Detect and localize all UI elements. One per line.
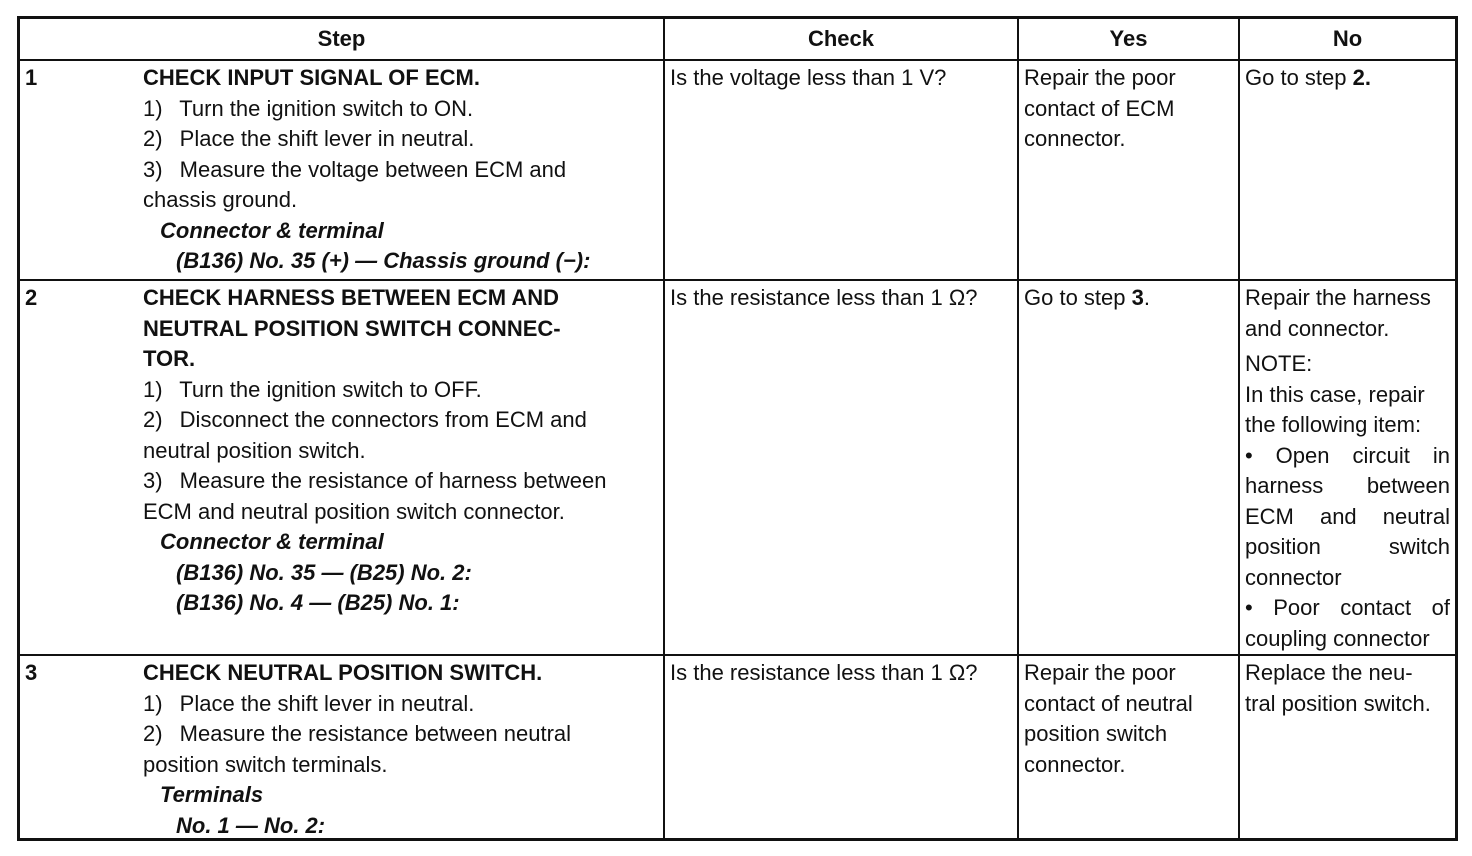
no-line: Replace the neu- bbox=[1245, 660, 1413, 685]
diagnostic-table bbox=[17, 16, 1458, 841]
step-instruction: 2) Disconnect the connectors from ECM and bbox=[143, 407, 587, 432]
step-title: NEUTRAL POSITION SWITCH CONNEC- bbox=[143, 315, 561, 341]
yes-line: Repair the poor bbox=[1024, 660, 1176, 685]
step-instruction: neutral position switch. bbox=[143, 437, 366, 463]
step-title: CHECK HARNESS BETWEEN ECM AND bbox=[143, 285, 559, 310]
no-cell bbox=[1240, 281, 1455, 654]
step-instruction: 1) Turn the ignition switch to ON. bbox=[143, 95, 474, 121]
step-number: 3 bbox=[25, 660, 38, 685]
note-line: the following item: bbox=[1245, 412, 1422, 437]
terminal-pair: No. 1 — No. 2: bbox=[176, 812, 326, 838]
yes-line: contact of ECM bbox=[1024, 95, 1175, 121]
yes-cell bbox=[1019, 656, 1240, 838]
step-title: CHECK INPUT SIGNAL OF ECM. bbox=[143, 65, 480, 90]
no-suffix: . bbox=[1364, 65, 1371, 90]
note-line: connector bbox=[1245, 564, 1342, 590]
header-check: Check bbox=[665, 19, 1019, 59]
no-step-ref: 2 bbox=[1352, 65, 1365, 90]
yes-line: connector. bbox=[1024, 126, 1126, 151]
note-line: position switch bbox=[1245, 534, 1450, 559]
note-line: • Poor contact of bbox=[1245, 595, 1450, 620]
no-line: tral position switch. bbox=[1245, 690, 1431, 716]
step-instruction: chassis ground. bbox=[143, 187, 298, 212]
terminals-heading: Terminals bbox=[160, 782, 264, 807]
step-instruction: 2) Place the shift lever in neutral. bbox=[143, 126, 475, 151]
yes-step-ref: 3 bbox=[1131, 285, 1144, 310]
note-label: NOTE: bbox=[1245, 351, 1313, 376]
step-instruction: position switch terminals. bbox=[143, 751, 388, 777]
check-cell: Is the resistance less than 1 Ω? bbox=[665, 656, 1019, 838]
header-step: Step bbox=[20, 19, 665, 59]
connector-heading: Connector & terminal bbox=[160, 217, 384, 243]
connector-terminal: (B136) No. 35 (+) — Chassis ground (−): bbox=[176, 248, 591, 273]
table-row bbox=[20, 61, 1455, 281]
step-instruction: 1) Place the shift lever in neutral. bbox=[143, 690, 475, 716]
yes-line: connector. bbox=[1024, 751, 1126, 777]
no-line: and connector. bbox=[1245, 315, 1390, 341]
step-cell bbox=[20, 281, 665, 654]
yes-prefix: Go to step bbox=[1024, 285, 1132, 310]
no-cell bbox=[1240, 61, 1455, 279]
step-instruction: 3) Measure the resistance of harness between bbox=[143, 468, 607, 493]
yes-cell bbox=[1019, 61, 1240, 279]
step-title: TOR. bbox=[143, 346, 196, 371]
step-number: 2 bbox=[25, 285, 38, 310]
yes-cell bbox=[1019, 281, 1240, 654]
no-prefix: Go to step bbox=[1245, 65, 1353, 90]
table-row bbox=[20, 281, 1455, 656]
table-row bbox=[20, 656, 1455, 838]
note-line: In this case, repair bbox=[1245, 381, 1425, 407]
step-title: CHECK NEUTRAL POSITION SWITCH. bbox=[143, 660, 543, 685]
step-cell bbox=[20, 656, 665, 838]
connector-terminal: (B136) No. 35 — (B25) No. 2: bbox=[176, 559, 472, 585]
yes-line: Repair the poor bbox=[1024, 65, 1176, 90]
yes-suffix: . bbox=[1143, 285, 1150, 310]
table-header-row bbox=[20, 19, 1455, 61]
header-no: No bbox=[1332, 26, 1363, 51]
step-cell bbox=[20, 61, 665, 279]
no-cell bbox=[1240, 656, 1455, 838]
note-line: coupling connector bbox=[1245, 625, 1430, 651]
step-instruction: 1) Turn the ignition switch to OFF. bbox=[143, 376, 482, 402]
step-instruction: 3) Measure the voltage between ECM and bbox=[143, 156, 567, 182]
connector-heading: Connector & terminal bbox=[160, 529, 384, 554]
check-cell: Is the voltage less than 1 V? bbox=[665, 61, 1019, 279]
note-line: • Open circuit in bbox=[1245, 442, 1450, 468]
note-line: ECM and neutral bbox=[1245, 503, 1450, 529]
check-cell: Is the resistance less than 1 Ω? bbox=[665, 281, 1019, 654]
yes-line: position switch bbox=[1024, 721, 1168, 746]
step-number: 1 bbox=[25, 65, 38, 90]
step-instruction: 2) Measure the resistance between neutral bbox=[143, 721, 572, 746]
no-line: Repair the harness bbox=[1245, 285, 1431, 310]
step-instruction: ECM and neutral position switch connector. bbox=[143, 498, 565, 524]
header-yes: Yes bbox=[1019, 19, 1240, 59]
note-line: harness between bbox=[1245, 473, 1450, 498]
yes-line: contact of neutral bbox=[1024, 690, 1193, 716]
connector-terminal: (B136) No. 4 — (B25) No. 1: bbox=[176, 590, 460, 615]
